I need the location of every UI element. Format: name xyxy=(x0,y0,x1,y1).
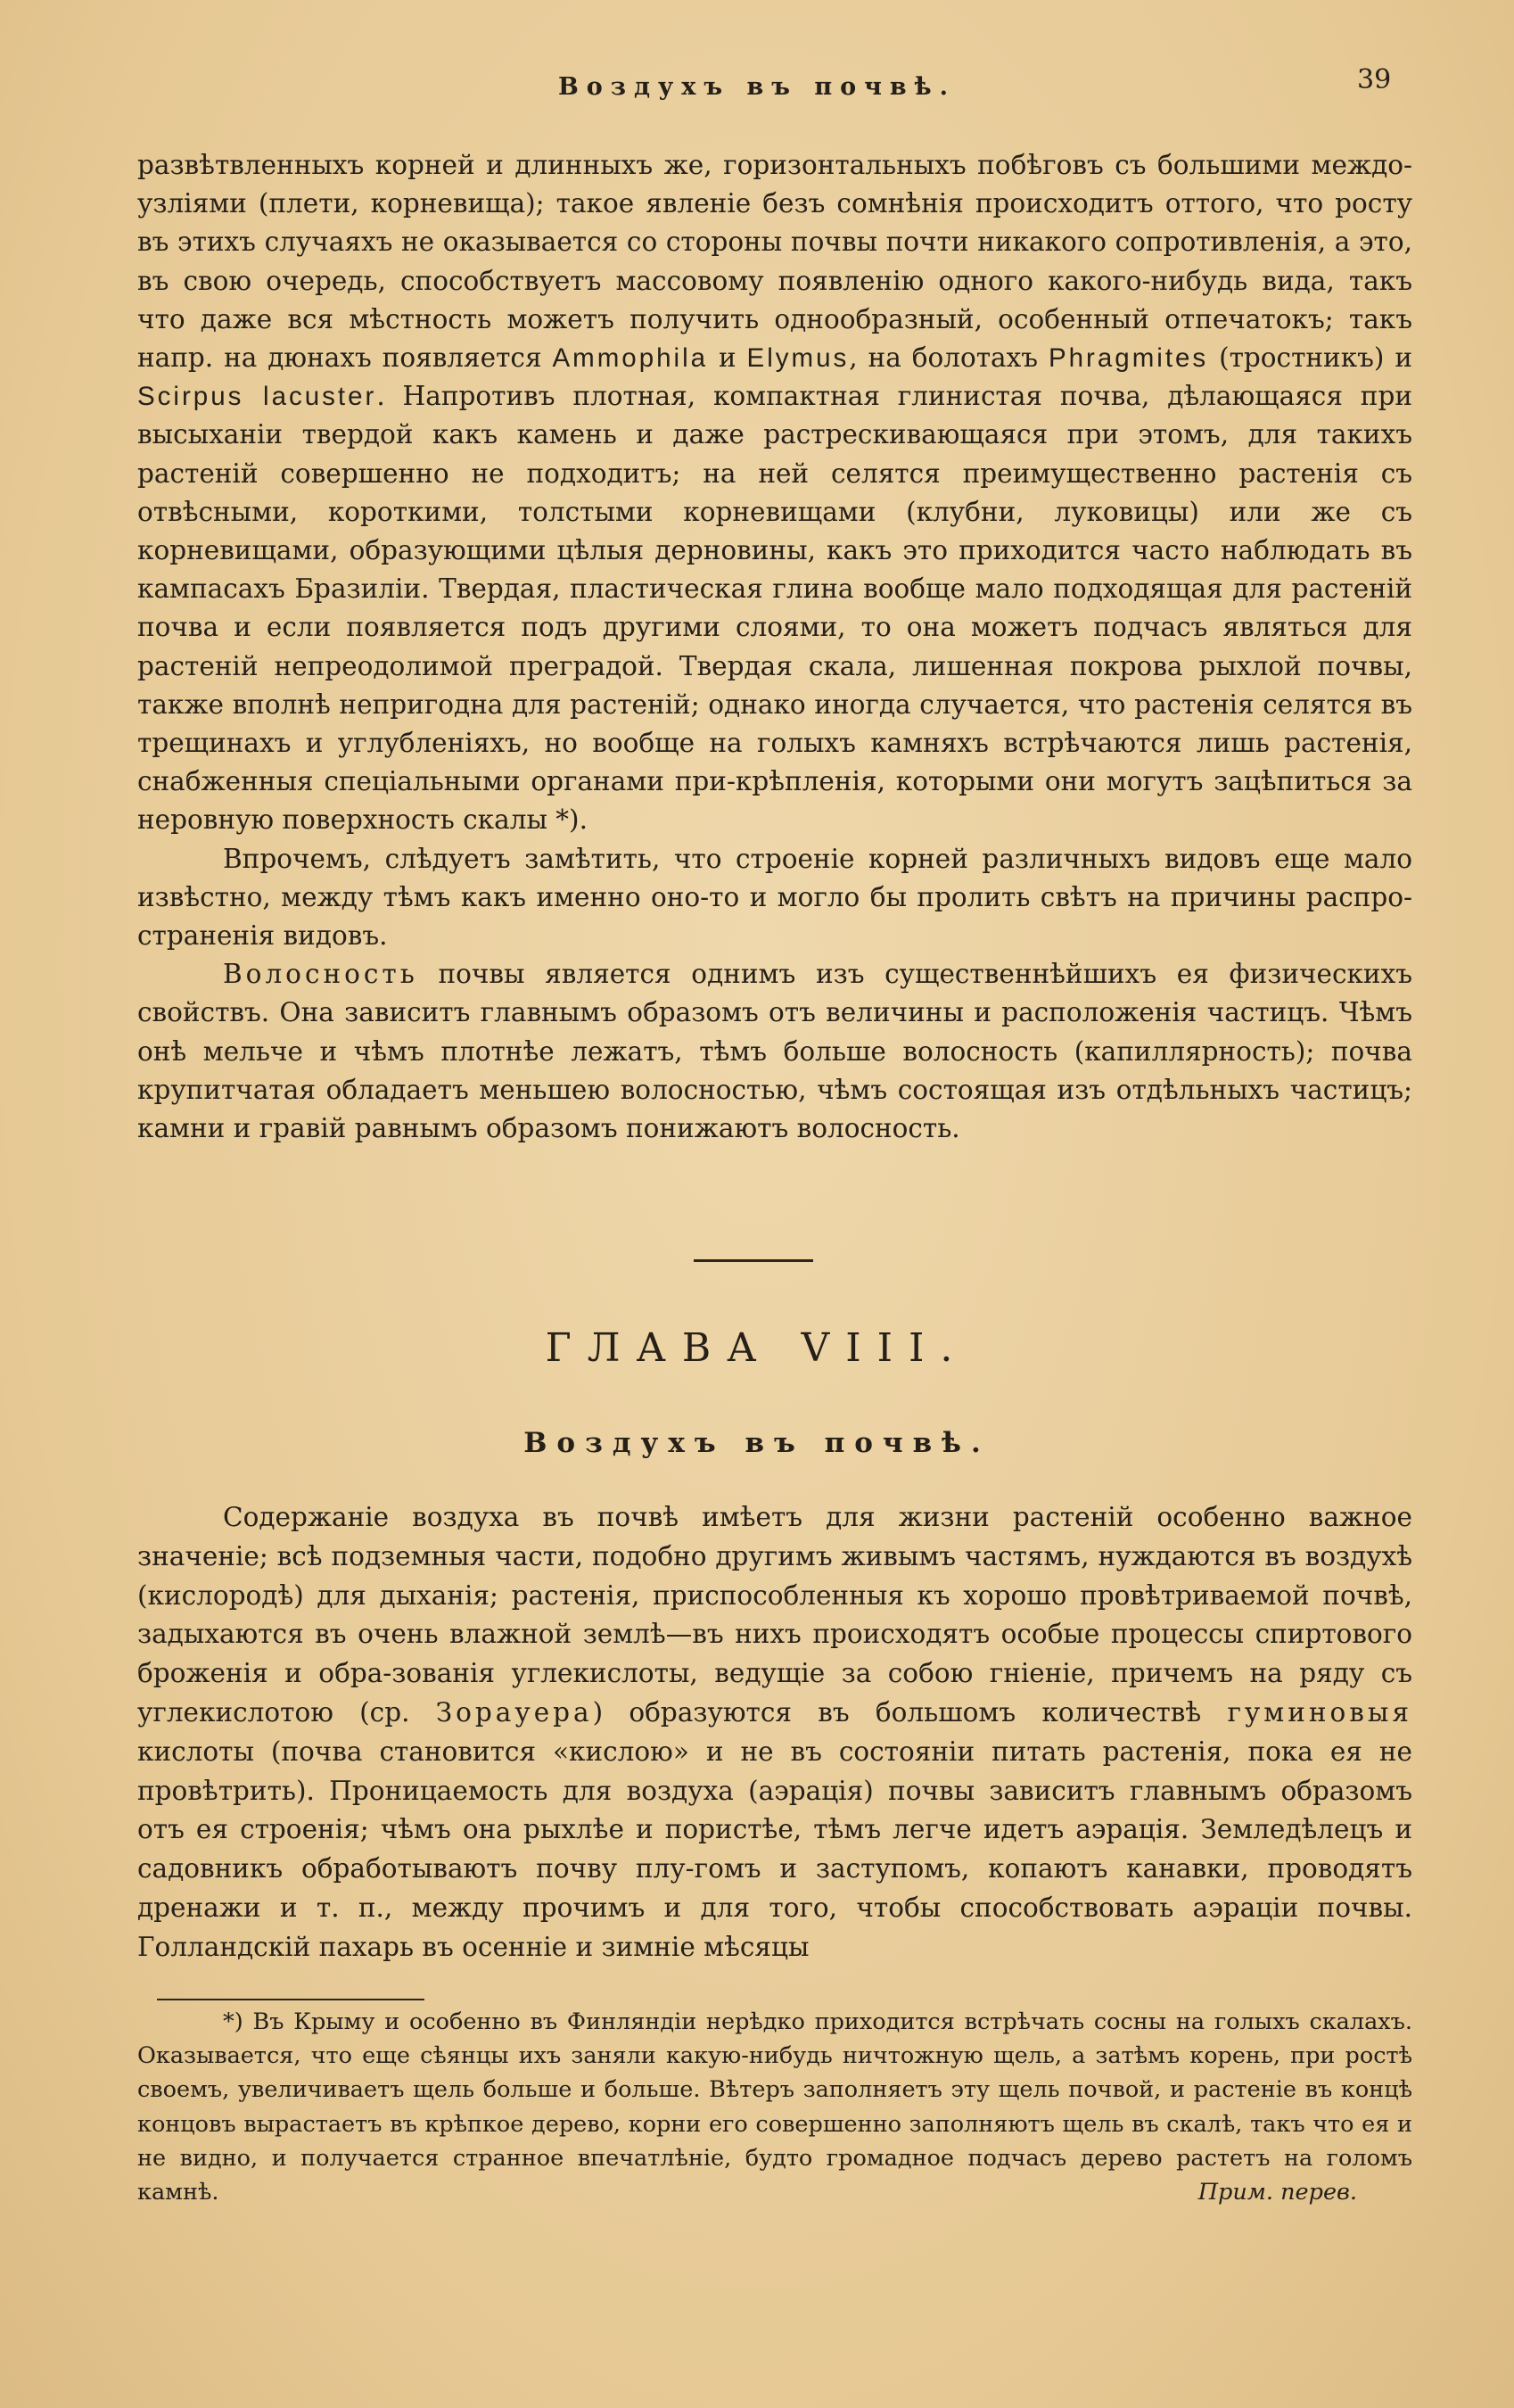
paragraph: Содержаніе воздуха въ почвѣ имѣетъ для жизни растеній особенно важное значеніе; всѣ подземныя части, подобно другимъ живымъ частямъ, нуждаются въ воздухѣ (кислородѣ) для дыханія; растенія, приспособленныя къ хорошо провѣтриваемой почвѣ, задыхаются въ очень влажной землѣ—въ нихъ происходятъ особые процессы спиртового броженія и обра-зованія углекислоты, ведущіе за собою гніеніе, причемъ на ряду съ углекислотою (ср. Зорауера) образуются въ большомъ количествѣ гуминовыя кислоты (почва становится «кислою» и не въ состояніи питать растенія, пока ея не провѣтрить). Проницаемость для воздуха (аэрація) почвы зависитъ главнымъ образомъ отъ ея строенія; чѣмъ она рыхлѣе и пористѣе, тѣмъ легче идетъ аэрація. Земледѣлецъ и садовникъ обработываютъ почву плу-гомъ и заступомъ, копаютъ канавки, проводятъ дренажи и т. п., между прочимъ и для того, чтобы способствовать аэраціи почвы. Голландскій пахарь въ осенніе и зимніе мѣсяцы xyxy=(137,1502,1412,1962)
chapter-title: ГЛАВА VIII. xyxy=(545,1325,969,1371)
latin-term: Phragmites xyxy=(1048,343,1209,374)
footnote-rule xyxy=(157,1999,424,2000)
chapter-subtitle: Воздухъ въ почвѣ. xyxy=(523,1427,991,1459)
paragraph: развѣтвленныхъ корней и длинныхъ же, горизонтальныхъ побѣговъ съ большими междо-узліями (плети, корневища); такое явленіе безъ сомнѣнія происходитъ оттого, что росту въ этихъ случаяхъ не оказывается со стороны почвы почти никакого сопротивленія, а это, въ свою очередь, способствуетъ массовому появленію одного какого-нибудь вида, такъ что даже вся мѣстность можетъ получить однообразный, особенный отпечатокъ; такъ напр. на дюнахъ появляется Ammophila и Elymus, на болотахъ Phragmites (тростникъ) и Scirpus lacuster. Напротивъ плотная, компактная глинистая почва, дѣлающаяся при высыханіи твердой какъ камень и даже растрескивающаяся при этомъ, для такихъ растеній совершенно не подходитъ; на ней селятся преимущественно растенія съ отвѣсными, короткими, толстыми корневищами (клубни, луковицы) или же съ корневищами, образующими цѣлыя дерновины, какъ это приходится часто наблюдать въ кампасахъ Бразиліи. Твердая, пластическая глина вообще мало подходящая для растеній почва и если появляется подъ другими слоями, то она можетъ подчасъ являться для растеній непреодолимой преградой. Твердая скала, лишенная покрова рыхлой почвы, также вполнѣ непригодна для растеній; однако иногда случается, что растенія селятся въ трещинахъ и углубленіяхъ, но вообще на голыхъ камняхъ встрѣчаются лишь растенія, снабженныя спеціальными органами при-крѣпленія, которыми они могутъ зацѣпиться за неровную поверхность скалы *). xyxy=(137,150,1413,836)
page-number: 39 xyxy=(1357,64,1392,95)
latin-term: Elymus xyxy=(746,343,850,374)
latin-term: Scirpus lacuster xyxy=(137,382,377,412)
spaced-name: Зорауера xyxy=(435,1696,593,1728)
footnote-signature: Прим. перев. xyxy=(1197,2179,1357,2206)
footnote-text: *) Въ Крыму и особенно въ Финляндіи нерѣдко приходится встрѣчать сосны на голыхъ скалахъ. Оказывается, что еще сѣянцы ихъ заняли какую-нибудь ничтожную щель, а затѣмъ корень, при ростѣ своемъ, увеличиваетъ щель больше и больше. Вѣтеръ заполняетъ эту щель почвой, и растеніе въ концѣ концовъ вырастаетъ въ крѣпкое дерево, корни его совершенно заполняютъ щель въ скалѣ, такъ что ея и не видно, и получается странное впечатлѣніе, будто громадное подчасъ дерево растетъ на голомъ камнѣ. Прим. перев. xyxy=(137,2005,1412,2209)
spaced-term: Волосность xyxy=(223,959,418,990)
paragraph: Впрочемъ, слѣдуетъ замѣтить, что строеніе корней различныхъ видовъ еще мало извѣстно, между тѣмъ какъ именно оно-то и могло бы пролить свѣтъ на причины распро-страненія видовъ. xyxy=(137,843,1412,952)
spaced-term: гуминовыя xyxy=(1227,1696,1412,1728)
continued-section xyxy=(137,146,1412,1148)
chapter-body xyxy=(137,1498,1412,1967)
paragraph: Волосность почвы является однимъ изъ существеннѣйшихъ ея физическихъ свойствъ. Она зависитъ главнымъ образомъ отъ величины и расположенія частицъ. Чѣмъ онѣ мельче и чѣмъ плотнѣе лежатъ, тѣмъ больше волосность (капиллярность); почва крупитчатая обладаетъ меньшею волосностью, чѣмъ состоящая изъ отдѣльныхъ частицъ; камни и гравій равнымъ образомъ понижаютъ волосность. xyxy=(137,959,1412,1144)
latin-term: Ammophila xyxy=(552,343,709,374)
section-divider xyxy=(694,1259,813,1262)
running-head: Воздухъ въ почвѣ. xyxy=(557,73,957,101)
footnote xyxy=(137,2005,1412,2209)
